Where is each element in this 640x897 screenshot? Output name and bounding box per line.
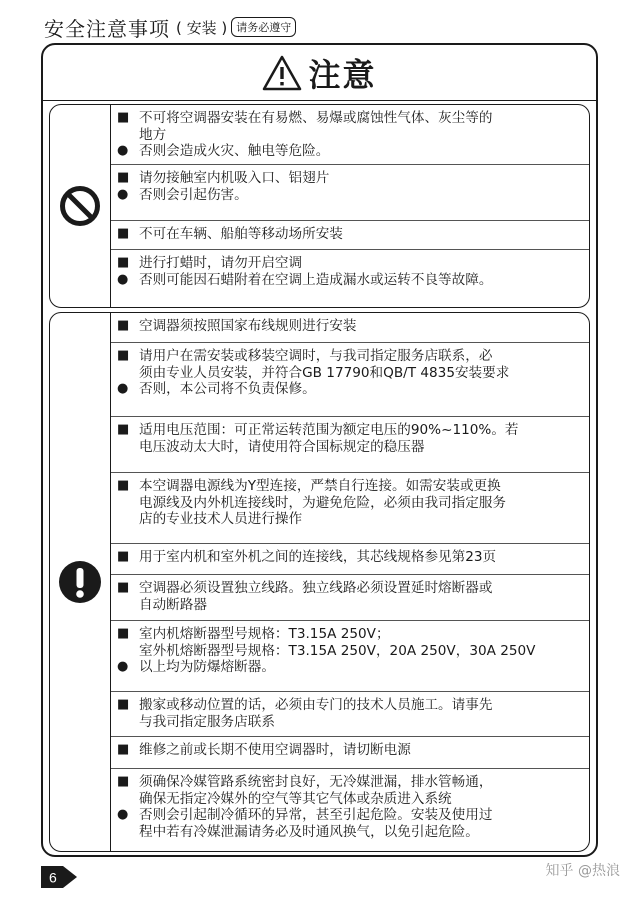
notice-title-bar — [43, 45, 596, 101]
round-bullet-icon: ● — [117, 186, 129, 202]
notice-text: 以上均为防爆熔断器。 — [139, 659, 275, 675]
notice-row — [111, 250, 589, 309]
notice-item — [117, 110, 583, 143]
notice-text: 搬家或移动位置的话，必须由专门的技术人员施工。请事先 与我司指定服务店联系 — [139, 697, 493, 730]
notice-row — [111, 313, 589, 343]
notice-item — [117, 348, 583, 381]
notice-text: 维修之前或长期不使用空调器时，请切断电源 — [139, 742, 411, 758]
notice-item — [117, 626, 583, 659]
notice-row — [111, 737, 589, 769]
notice-consequence — [117, 187, 583, 204]
notice-text: 否则会造成火灾、触电等危险。 — [139, 143, 330, 159]
notice-text: 进行打蜡时，请勿开启空调 — [139, 255, 303, 271]
square-bullet-icon: ■ — [117, 549, 130, 564]
notice-text: 适用电压范围：可正常运转范围为额定电压的90%~110%。若 电压波动太大时，请使用符合国标规定的稳压器 — [139, 422, 519, 455]
notice-item — [117, 549, 583, 566]
notice-text: 空调器须按照国家布线规则进行安装 — [139, 318, 357, 334]
page-number: 6 — [49, 869, 57, 886]
notice-consequence — [117, 807, 583, 840]
notice-text: 否则会引起伤害。 — [139, 186, 248, 203]
square-bullet-icon: ■ — [117, 774, 130, 789]
page-header — [44, 13, 296, 41]
square-bullet-icon: ■ — [117, 742, 130, 757]
round-bullet-icon: ● — [117, 271, 129, 287]
notice-row — [111, 544, 589, 575]
notice-item — [117, 422, 583, 455]
round-bullet-icon: ● — [117, 807, 129, 822]
notice-text: 否则会引起制冷循环的异常，甚至引起危险。安装及使用过 程中若有冷媒泄漏请务必及时通风换气，以免引起危险。 — [139, 807, 493, 840]
must-follow-badge: 请务必遵守 — [231, 17, 296, 37]
square-bullet-icon: ■ — [117, 226, 130, 241]
notice-item — [117, 697, 583, 730]
notice-text: 否则可能因石蜡附着在空调上造成漏水或运转不良等故障。 — [139, 271, 493, 288]
square-bullet-icon: ■ — [117, 478, 130, 493]
notice-text: 空调器必须设置独立线路。独立线路必须设置延时熔断器或 自动断路器 — [139, 580, 493, 613]
notice-item — [117, 742, 583, 759]
notice-row — [111, 692, 589, 737]
notice-row — [111, 221, 589, 250]
square-bullet-icon: ■ — [117, 626, 130, 641]
mandatory-icon-cell — [50, 313, 111, 851]
notice-row — [111, 165, 589, 221]
notice-item — [117, 170, 583, 187]
page-title: 安全注意事项 — [44, 16, 170, 41]
page-number-tab — [41, 866, 77, 888]
notice-row — [111, 473, 589, 544]
warning-triangle-icon — [262, 55, 302, 91]
round-bullet-icon: ● — [117, 381, 129, 396]
notice-text: 请勿接触室内机吸入口、铝翅片 — [139, 170, 330, 186]
notice-title: 注意 — [308, 55, 377, 94]
prohibited-section — [49, 104, 590, 308]
notice-text: 本空调器电源线为Y型连接，严禁自行连接。如需安装或更换 电源线及内外机连接线时，为避免危险，必须由我司指定服务 店的专业技术人员进行操作 — [139, 478, 507, 527]
notice-item — [117, 226, 583, 243]
notice-text: 不可将空调器安装在有易燃、易爆或腐蚀性气体、灰尘等的 地方 — [139, 110, 493, 143]
notice-consequence — [117, 143, 583, 160]
notice-text: 否则，本公司将不负责保修。 — [139, 381, 316, 397]
square-bullet-icon: ■ — [117, 422, 130, 437]
mandatory-rows — [111, 313, 589, 851]
square-bullet-icon: ■ — [117, 170, 130, 185]
notice-row — [111, 621, 589, 692]
notice-text: 用于室内机和室外机之间的连接线，其芯线规格参见第23页 — [139, 549, 497, 565]
square-bullet-icon: ■ — [117, 110, 130, 125]
notice-consequence — [117, 659, 583, 676]
square-bullet-icon: ■ — [117, 697, 130, 712]
notice-item — [117, 318, 583, 335]
notice-item — [117, 774, 583, 807]
notice-text: 室内机熔断器型号规格：T3.15A 250V； 室外机熔断器型号规格：T3.15A 250V，20A 250V，30A 250V — [139, 626, 536, 659]
mandatory-section — [49, 312, 590, 852]
square-bullet-icon: ■ — [117, 348, 130, 363]
prohibited-icon — [59, 185, 101, 227]
notice-item — [117, 478, 583, 528]
page-subtitle: ( 安装 ) — [176, 18, 228, 37]
prohibited-icon-cell — [50, 105, 111, 307]
exclamation-icon — [58, 560, 102, 604]
round-bullet-icon: ● — [117, 143, 129, 158]
notice-item — [117, 580, 583, 613]
square-bullet-icon: ■ — [117, 580, 130, 595]
notice-consequence — [117, 381, 583, 398]
notice-box — [41, 43, 598, 857]
notice-text: 不可在车辆、船舶等移动场所安装 — [139, 226, 343, 242]
notice-row — [111, 105, 589, 165]
notice-row — [111, 417, 589, 473]
notice-text: 须确保冷媒管路系统密封良好，无冷媒泄漏，排水管畅通， 确保无指定冷媒外的空气等其它气体或杂质进入系统 — [139, 774, 493, 807]
square-bullet-icon: ■ — [117, 255, 130, 270]
notice-consequence — [117, 272, 583, 289]
notice-item — [117, 255, 583, 272]
prohibited-rows — [111, 105, 589, 307]
square-bullet-icon: ■ — [117, 318, 130, 333]
notice-row — [111, 769, 589, 853]
notice-text: 请用户在需安装或移装空调时，与我司指定服务店联系，必 须由专业人员安装，并符合GB 17790和QB/T 4835安装要求 — [139, 348, 510, 381]
notice-row — [111, 575, 589, 621]
watermark-text: 知乎 @热浪 — [545, 863, 620, 879]
notice-row — [111, 343, 589, 417]
round-bullet-icon: ● — [117, 659, 129, 674]
